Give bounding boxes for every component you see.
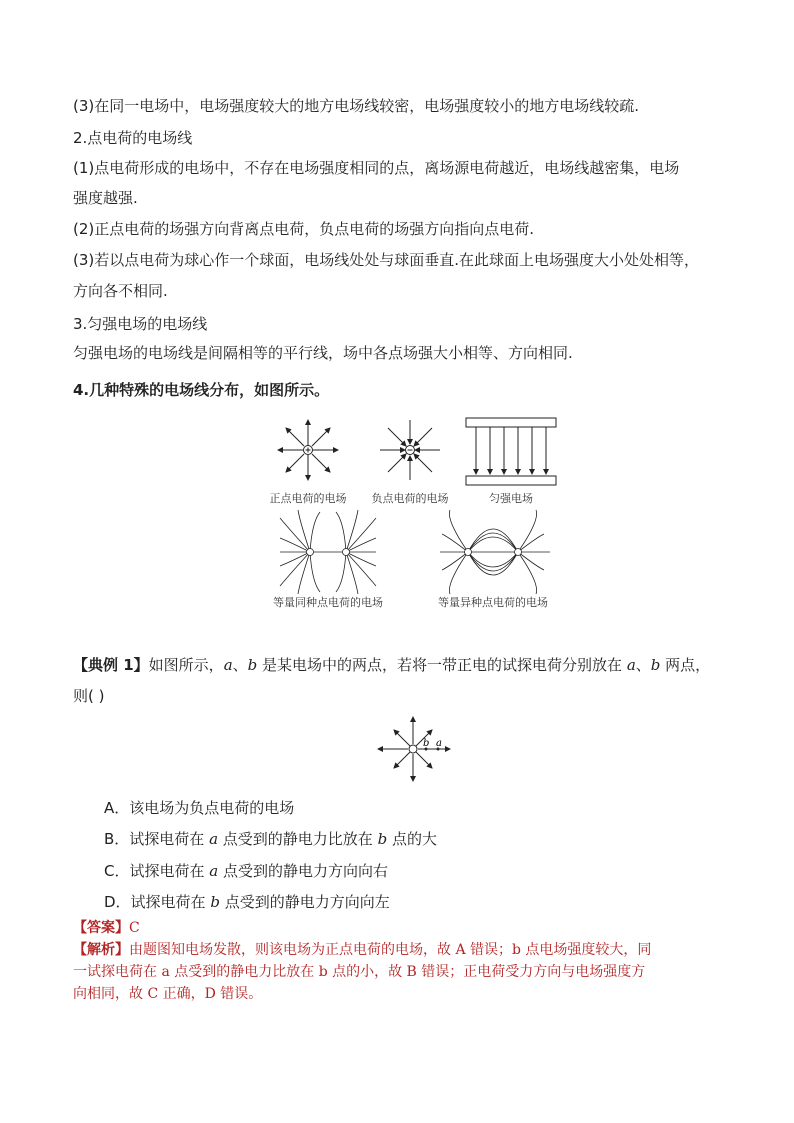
uniform-field-diagram bbox=[466, 418, 556, 485]
sep-2: 、 bbox=[635, 656, 651, 674]
option-d-2: 点受到的静电力方向向左 bbox=[219, 893, 390, 911]
paragraph-uniform-field: 匀强电场的电场线是间隔相等的平行线，场中各点场强大小相等、方向相同. bbox=[73, 344, 573, 362]
example-stem-1: 如图所示， bbox=[148, 656, 224, 674]
heading-point-charge: 2.点电荷的电场线 bbox=[73, 129, 193, 147]
option-c-1: C．试探电荷在 bbox=[104, 862, 210, 880]
example-stem-line1 bbox=[73, 655, 710, 675]
option-a: A．该电场为负点电荷的电场 bbox=[104, 799, 295, 817]
example-field-diagram bbox=[374, 715, 454, 783]
sep: 、 bbox=[232, 656, 248, 674]
analysis-tag: 【解析】 bbox=[73, 942, 129, 958]
caption-like-charges: 等量同种点电荷的电场 bbox=[273, 596, 383, 609]
var-b-2: b bbox=[650, 656, 661, 674]
example-stem-3: 两点， bbox=[660, 656, 711, 674]
var-a: a bbox=[223, 656, 233, 674]
heading-special-fields: 4.几种特殊的电场线分布，如图所示。 bbox=[73, 381, 330, 399]
option-b-2: 点受到的静电力比放在 bbox=[218, 830, 378, 848]
option-d bbox=[104, 892, 390, 912]
var-a-2: a bbox=[626, 656, 636, 674]
like-charges-diagram bbox=[280, 510, 376, 594]
paragraph-point-charge-1a: (1)点电荷形成的电场中，不存在电场强度相同的点，离场源电荷越近，电场线越密集，电场 bbox=[73, 159, 680, 177]
analysis-line3: 向相同，故 C 正确，D 错误。 bbox=[73, 986, 263, 1002]
analysis-line1 bbox=[73, 940, 651, 960]
paragraph-point-charge-2: (2)正点电荷的场强方向背离点电荷，负点电荷的场强方向指向点电荷. bbox=[73, 220, 535, 238]
caption-positive: 正点电荷的电场 bbox=[269, 492, 347, 505]
example-stem-line2: 则( ) bbox=[73, 687, 105, 705]
option-d-1: D．试探电荷在 bbox=[104, 893, 211, 911]
var-b: b bbox=[247, 656, 258, 674]
option-d-var-b: b bbox=[210, 893, 220, 911]
paragraph-point-charge-1b: 强度越强. bbox=[73, 189, 138, 207]
analysis-line2: 一试探电荷在 a 点受到的静电力比放在 b 点的小，故 B 错误；正电荷受力方向与电场强度方 bbox=[73, 964, 646, 980]
answer-tag: 【答案】 bbox=[73, 920, 129, 936]
negative-charge-diagram bbox=[380, 420, 440, 480]
option-c-2: 点受到的静电力方向向右 bbox=[218, 862, 388, 880]
example-tag: 【典例 1】 bbox=[73, 656, 149, 674]
example-stem-2: 是某电场中的两点，若将一带正电的试探电荷分别放在 bbox=[257, 656, 627, 674]
option-b bbox=[104, 829, 437, 849]
option-c-var-a: a bbox=[209, 862, 219, 880]
option-b-var-a: a bbox=[209, 830, 219, 848]
analysis-text-1: 由题图知电场发散，则该电场为正点电荷的电场，故 A 错误；b 点电场强度较大，同 bbox=[129, 942, 652, 958]
caption-uniform: 匀强电场 bbox=[489, 492, 533, 505]
option-b-3: 点的大 bbox=[387, 830, 437, 848]
paragraph-point-charge-3a: (3)若以点电荷为球心作一个球面，电场线处处与球面垂直.在此球面上电场强度大小处处相等， bbox=[73, 251, 700, 269]
option-c bbox=[104, 861, 388, 881]
fig-label-a: a bbox=[436, 738, 442, 749]
caption-negative: 负点电荷的电场 bbox=[371, 492, 449, 505]
option-b-var-b: b bbox=[377, 830, 388, 848]
fig-label-b: b bbox=[423, 738, 430, 749]
opposite-charges-diagram bbox=[440, 510, 550, 594]
answer-value: C bbox=[129, 920, 140, 936]
answer-line bbox=[73, 918, 140, 938]
field-lines-figure bbox=[250, 410, 570, 615]
option-b-1: B．试探电荷在 bbox=[104, 830, 210, 848]
caption-opposite-charges: 等量异种点电荷的电场 bbox=[438, 596, 548, 609]
positive-charge-diagram bbox=[278, 420, 338, 480]
heading-uniform-field: 3.匀强电场的电场线 bbox=[73, 315, 208, 333]
paragraph-point-charge-3b: 方向各不相同. bbox=[73, 282, 168, 300]
paragraph-field-density: (3)在同一电场中，电场强度较大的地方电场线较密，电场强度较小的地方电场线较疏. bbox=[73, 97, 640, 115]
